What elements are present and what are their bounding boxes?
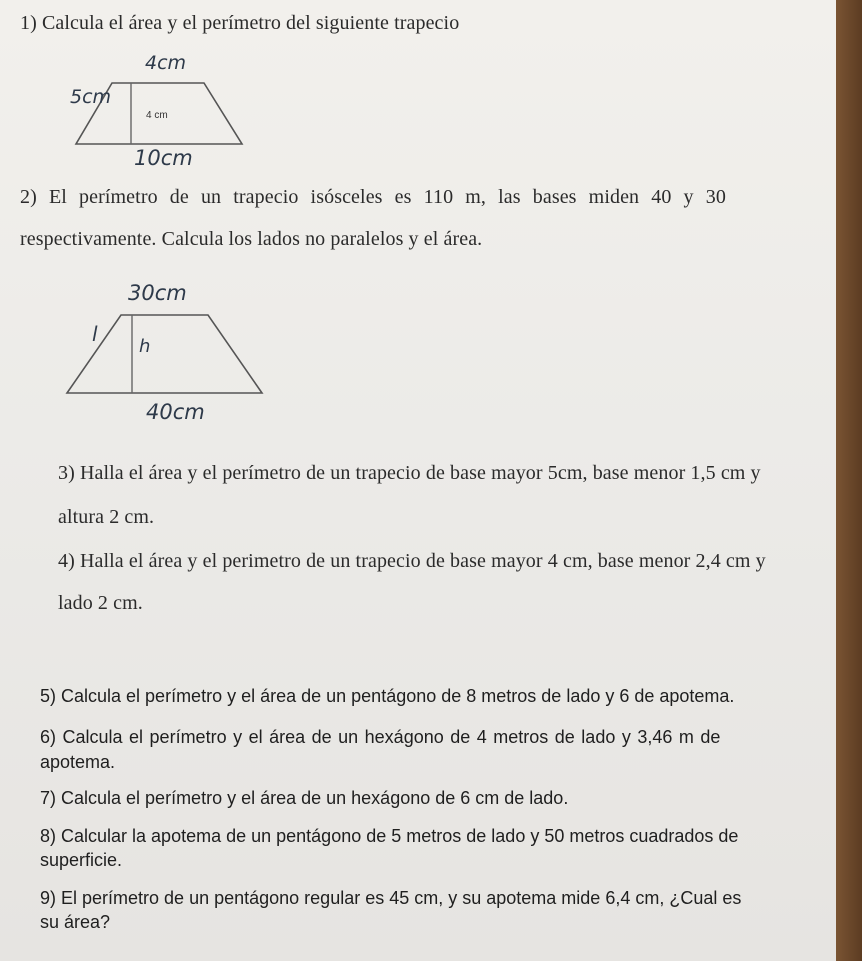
problem-2-line-2: respectivamente. Calcula los lados no paralelos y el área. xyxy=(20,228,483,250)
problem-9-line-2: su área? xyxy=(40,912,111,932)
figure-1-top-label: 4cm xyxy=(145,52,187,74)
problem-5-text: 5) Calcula el perímetro y el área de un pentágono de 8 metros de lado y 6 de apotema. xyxy=(40,686,735,706)
figure-1-bottom-label: 10cm xyxy=(134,146,193,170)
problem-3-line-1: 3) Halla el área y el perímetro de un trapecio de base mayor 5cm, base menor 1,5 cm y xyxy=(58,462,761,484)
problem-6-line-1: 6) Calcula el perímetro y el área de un hexágono de 4 metros de lado y 3,46 m de xyxy=(40,727,721,747)
figure-2-side-label: l xyxy=(92,322,98,346)
problem-7-text: 7) Calcula el perímetro y el área de un hexágono de 6 cm de lado. xyxy=(40,788,569,808)
problem-1-text: 1) Calcula el área y el perímetro del siguiente trapecio xyxy=(20,12,460,34)
figure-1-height-label: 4 cm xyxy=(146,110,168,121)
problem-4-line-1: 4) Halla el área y el perimetro de un trapecio de base mayor 4 cm, base menor 2,4 cm y xyxy=(58,550,766,572)
problem-8-line-1: 8) Calcular la apotema de un pentágono de 5 metros de lado y 50 metros cuadrados de xyxy=(40,826,739,846)
figure-2-bottom-label: 40cm xyxy=(146,400,205,424)
problem-2-line-1: 2) El perímetro de un trapecio isósceles es 110 m, las bases miden 40 y 30 xyxy=(20,186,726,208)
problem-6-line-2: apotema. xyxy=(40,752,116,772)
problem-8-line-2: superficie. xyxy=(40,850,123,870)
figure-1-side-label: 5cm xyxy=(70,86,112,108)
figure-2-height-label: h xyxy=(139,336,151,357)
problem-4-line-2: lado 2 cm. xyxy=(58,592,143,614)
figure-2-top-label: 30cm xyxy=(128,281,187,305)
problem-3-line-2: altura 2 cm. xyxy=(58,506,155,528)
problem-9-line-1: 9) El perímetro de un pentágono regular es 45 cm, y su apotema mide 6,4 cm, ¿Cual es xyxy=(40,888,742,908)
